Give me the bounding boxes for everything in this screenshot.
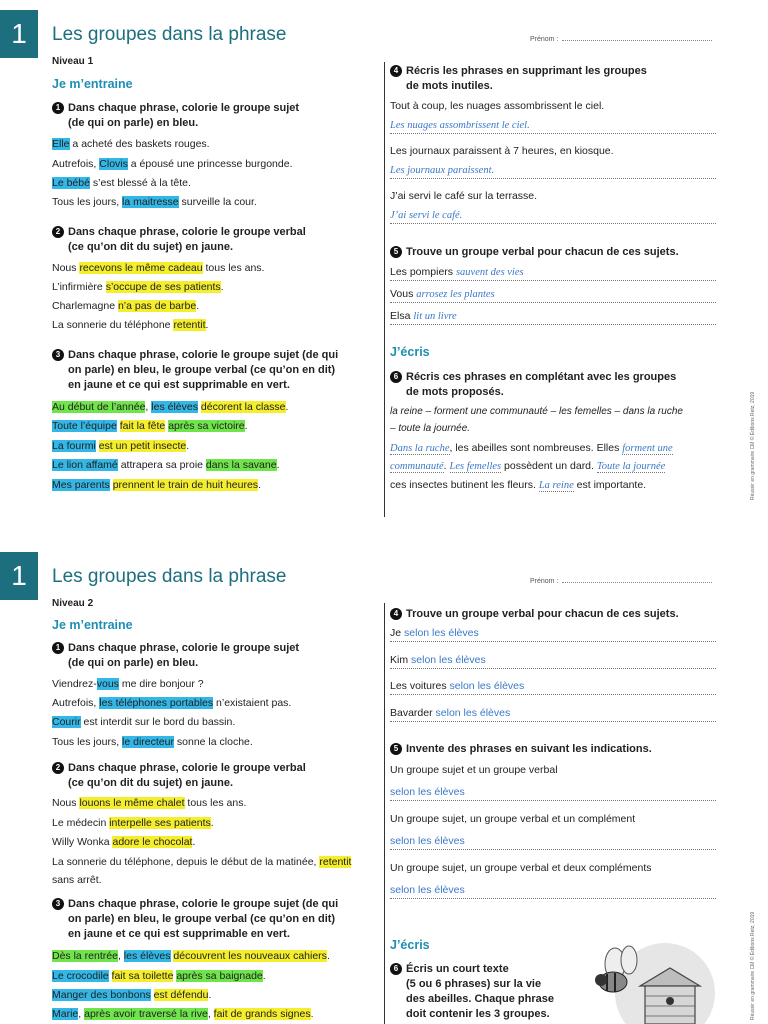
exercise-line: Dès la rentrée, les élèves découvrent les nouveaux cahiers. <box>52 950 330 962</box>
section-heading: J’écris <box>390 345 430 359</box>
answer-line[interactable]: Elsa lit un livre <box>390 310 716 325</box>
exercise-line: La fourmi est un petit insecte. <box>52 440 190 452</box>
exercise-line: Au début de l’année, les élèves décorent la classe. <box>52 401 289 413</box>
exercise-line: Autrefois, les téléphones portables n’existaient pas. <box>52 697 292 709</box>
exercise-line: Un groupe sujet, un groupe verbal et un complément <box>390 813 636 825</box>
answer-line[interactable]: J’ai servi le café. <box>390 209 716 224</box>
exercise-line: Le lion affamé attrapera sa proie dans la savane. <box>52 459 280 471</box>
exercise-line: Manger des bonbons est défendu. <box>52 989 212 1001</box>
exercise-line: La sonnerie du téléphone, depuis le début de la matinée, retentit <box>52 856 352 868</box>
page-title: Les groupes dans la phrase <box>52 24 287 45</box>
prenom-field[interactable]: Prénom : <box>530 578 712 585</box>
exercise-2-instruction: 2 Dans chaque phrase, colorie le groupe verbal (ce qu’on dit du sujet) en jaune. <box>52 761 306 791</box>
copyright-note: Réussir en grammaire CM © Éditions Retz, 2019 <box>750 911 756 1020</box>
exercise-4-instruction: 4 Récris les phrases en supprimant les groupes de mots inutiles. <box>390 64 647 94</box>
answer-line[interactable]: Les voitures selon les élèves <box>390 680 716 695</box>
word-bank: la reine – forment une communauté – les femelles – dans la ruche <box>390 406 683 417</box>
exercise-line: Elle a acheté des baskets rouges. <box>52 138 210 150</box>
section-heading: Je m’entraine <box>52 618 133 632</box>
answer-line[interactable]: selon les élèves <box>390 786 716 801</box>
exercise-3-instruction: 3 Dans chaque phrase, colorie le groupe sujet (de qui on parle) en bleu, le groupe verbal (ce qu’on en dit) en jaune et ce qui est supprimable en vert. <box>52 348 338 393</box>
niveau-label: Niveau 2 <box>52 598 94 609</box>
copyright-note: Réussir en grammaire CM © Éditions Retz, 2019 <box>750 391 756 500</box>
answer-line[interactable]: selon les élèves <box>390 884 716 899</box>
exercise-line: Tous les jours, la maitresse surveille la cour. <box>52 196 257 208</box>
exercise-line: Un groupe sujet et un groupe verbal <box>390 764 558 776</box>
exercise-6-instruction: 6 Écris un court texte (5 ou 6 phrases) sur la vie des abeilles. Chaque phrase doit contenir les 3 groupes. <box>390 962 554 1022</box>
exercise-line: Nous recevons le même cadeau tous les ans. <box>52 262 265 274</box>
answer-text[interactable]: Dans la ruche, les abeilles sont nombreuses. Elles forment une <box>390 442 673 454</box>
answer-line[interactable]: selon les élèves <box>390 835 716 850</box>
exercise-line: Viendrez-vous me dire bonjour ? <box>52 678 204 690</box>
exercise-line: Nous louons le même chalet tous les ans. <box>52 797 247 809</box>
prenom-field[interactable]: Prénom : <box>530 36 712 43</box>
word-bank: – toute la journée. <box>390 423 471 434</box>
exercise-line: Le médecin interpelle ses patients. <box>52 817 214 829</box>
exercise-5-instruction: 5 Trouve un groupe verbal pour chacun de ces sujets. <box>390 245 679 260</box>
exercise-line: Willy Wonka adore le chocolat. <box>52 836 196 848</box>
exercise-3-instruction: 3 Dans chaque phrase, colorie le groupe sujet (de qui on parle) en bleu, le groupe verbal (ce qu’on en dit) en jaune et ce qui est supprimable en vert. <box>52 897 338 942</box>
exercise-line: L’infirmière s’occupe de ses patients. <box>52 281 224 293</box>
column-divider <box>384 62 385 517</box>
exercise-line: La sonnerie du téléphone retentit. <box>52 319 209 331</box>
exercise-line: Le bébé s’est blessé à la tête. <box>52 177 191 189</box>
exercise-line: Un groupe sujet, un groupe verbal et deux compléments <box>390 862 652 874</box>
lesson-number: 1 <box>0 552 38 600</box>
niveau-label: Niveau 1 <box>52 56 94 67</box>
exercise-line: Charlemagne n’a pas de barbe. <box>52 300 200 312</box>
answer-line[interactable]: Bavarder selon les élèves <box>390 707 716 722</box>
page-title: Les groupes dans la phrase <box>52 566 287 587</box>
exercise-line: J’ai servi le café sur la terrasse. <box>390 190 538 202</box>
exercise-1-instruction: 1 Dans chaque phrase, colorie le groupe sujet (de qui on parle) en bleu. <box>52 641 299 671</box>
exercise-line: Toute l’équipe fait la fête après sa victoire. <box>52 420 248 432</box>
answer-text[interactable]: communauté. Les femelles possèdent un dard. Toute la journée <box>390 460 666 472</box>
exercise-6-instruction: 6 Récris ces phrases en complétant avec les groupes de mots proposés. <box>390 370 676 400</box>
answer-line[interactable]: Kim selon les élèves <box>390 654 716 669</box>
exercise-4-instruction: 4 Trouve un groupe verbal pour chacun de ces sujets. <box>390 607 679 622</box>
answer-text[interactable]: ces insectes butinent les fleurs. La reine est importante. <box>390 479 647 491</box>
exercise-1-instruction: 1 Dans chaque phrase, colorie le groupe sujet (de qui on parle) en bleu. <box>52 101 299 131</box>
answer-line[interactable]: Les nuages assombrissent le ciel. <box>390 119 716 134</box>
exercise-line: Courir est interdit sur le bord du bassin. <box>52 716 236 728</box>
exercise-line: Les journaux paraissent à 7 heures, en kiosque. <box>390 145 614 157</box>
bee-hive-illustration <box>585 938 715 1024</box>
exercise-line: Mes parents prennent le train de huit heures. <box>52 479 261 491</box>
column-divider <box>384 603 385 1024</box>
exercise-5-instruction: 5 Invente des phrases en suivant les indications. <box>390 742 652 757</box>
exercise-line: Tous les jours, le directeur sonne la cloche. <box>52 736 253 748</box>
answer-line[interactable]: Les journaux paraissent. <box>390 164 716 179</box>
answer-line[interactable]: Vous arrosez les plantes <box>390 288 716 303</box>
exercise-line: sans arrêt. <box>52 874 102 886</box>
section-heading: Je m’entraine <box>52 77 133 91</box>
answer-line[interactable]: Je selon les élèves <box>390 627 716 642</box>
exercise-2-instruction: 2 Dans chaque phrase, colorie le groupe verbal (ce qu’on dit du sujet) en jaune. <box>52 225 306 255</box>
answer-line[interactable]: Les pompiers sauvent des vies <box>390 266 716 281</box>
lesson-number: 1 <box>0 10 38 58</box>
section-heading: J’écris <box>390 938 430 952</box>
exercise-line: Le crocodile fait sa toilette après sa baignade. <box>52 970 266 982</box>
exercise-line: Autrefois, Clovis a épousé une princesse burgonde. <box>52 158 293 170</box>
exercise-line: Tout à coup, les nuages assombrissent le ciel. <box>390 100 605 112</box>
exercise-line: Marie, après avoir traversé la rive, fait de grands signes. <box>52 1008 314 1020</box>
